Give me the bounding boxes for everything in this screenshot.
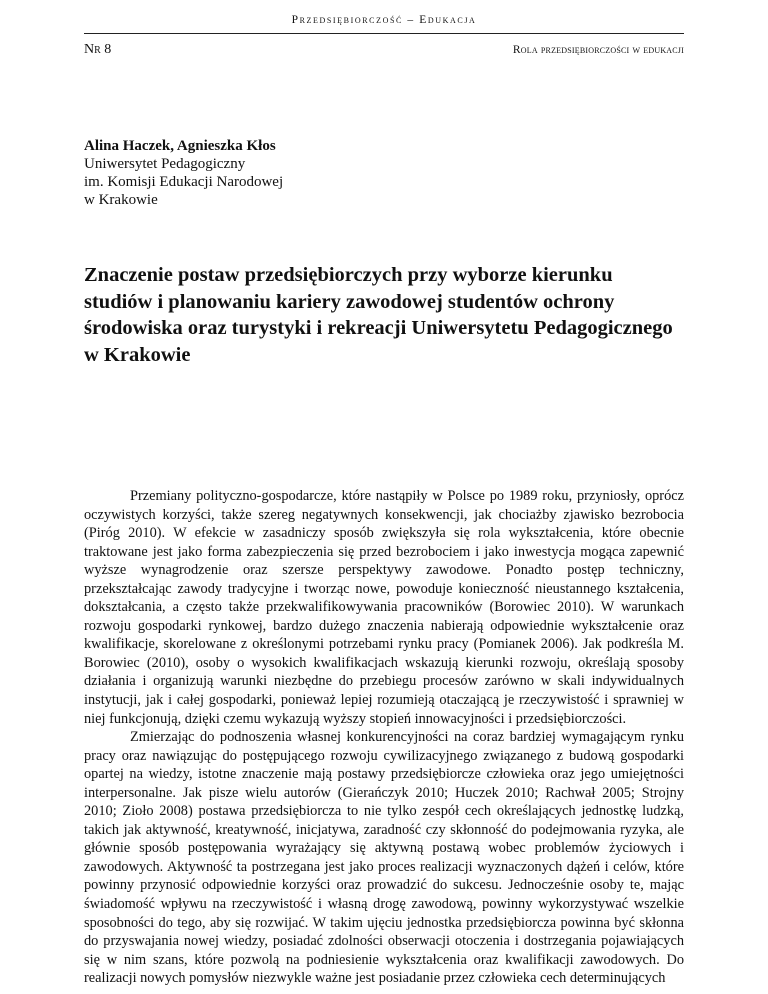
body-paragraph: Przemiany polityczno-gospodarcze, które nastąpiły w Polsce po 1989 roku, przyniosły, oprócz oczywistych korzyści, także szereg negatywnych konsekwencji, jak chociażby zjawisko bezrobocia (Piróg 2010). W efekcie w zasadniczy sposób zwiększyła się rola wykształcenia, które obecnie traktowane jest jako forma zabezpieczenia się przed bezrobociem i jako inwestycja mogąca zapewnić wyższe wynagrodzenie oraz szersze perspektywy zawodowe. Ponadto postęp techniczny, przekształcając zawody tradycyjne i tworząc nowe, powoduje konieczność nieustannego kształcenia, dokształcania, a często także przekwalifikowywania pracowników (Borowiec 2010). W warunkach rozwoju gospodarki rynkowej, bardzo dużego znaczenia nabierają odpowiednie wykształcenie oraz kwalifikacje, skorelowane z określonymi potrzebami rynku pracy (Pomianek 2006). Jak podkreśla M. Borowiec (2010), osoby o wysokich kwalifikacjach wskazują kierunki rozwoju, określają sposoby działania i organizują warunki niezbędne do przebiegu procesów zarówno w skali indywidualnych instytucji, jak i całej gospodarki, ponieważ lepiej rozumieją otaczającą je rzeczywistość i sprawniej w niej funkcjonują, dzięki czemu wykazują wyższy stopień innowacyjności i przedsiębiorczości. — [84, 488, 684, 727]
authors: Alina Haczek, Agnieszka Kłos — [84, 138, 276, 154]
article-title: Znaczenie postaw przedsiębiorczych przy wyborze kierunku studiów i planowaniu kariery zawodowej studentów ochrony środowiska oraz turystyki i rekreacji Uniwersytetu Pedagogicznego w Krakowie — [84, 264, 673, 366]
issue-number: Nr 8 — [84, 42, 112, 57]
affiliation-line: im. Komisji Edukacji Narodowej — [84, 174, 284, 190]
section-title: Rola przedsiębiorczości w edukacji — [512, 44, 684, 56]
article-body — [84, 487, 684, 988]
running-head: Przedsiębiorczość – Edukacja — [291, 14, 477, 26]
affiliation-line: Uniwersytet Pedagogiczny — [84, 156, 246, 172]
affiliation-line: w Krakowie — [84, 192, 158, 208]
header-rule — [84, 33, 684, 34]
body-paragraph: Zmierzając do podnoszenia własnej konkurencyjności na coraz bardziej wymagającym rynku pracy oraz nawiązując do postępującego rozwoju cywilizacyjnego związanego z budową gospodarki opartej na wiedzy, istotne znaczenie mają postawy przedsiębiorcze człowieka oraz jego umiejętności interpersonalne. Jak pisze wielu autorów (Gierańczyk 2010; Huczek 2010; Rachwał 2005; Strojny 2010; Zioło 2008) postawa przedsiębiorcza to nie tylko zespół cech określających jednostkę ludzką, takich jak aktywność, kreatywność, inicjatywa, zaradność czy skłonność do podejmowania ryzyka, ale głównie sposób postępowania wyrażający się aktywną postawą wobec problemów życiowych i zawodowych. Aktywność ta postrzegana jest jako proces realizacji wyznaczonych dążeń i celów, które powinny przynosić odpowiednie korzyści oraz prowadzić do sukcesu. Jednocześnie osoby te, mając świadomość wpływu na rzeczywistość i własną drogę zawodową, powinny wykorzystywać wszelkie sposobności do tego, aby się rozwijać. W takim ujęciu jednostka przedsiębiorcza powinna być skłonna do przyswajania nowej wiedzy, posiadać zdolności obserwacji otoczenia i dostrzegania pojawiających się w nim szans, które pozwolą na podniesienie wykształcenia oraz kwalifikacji zawodowych. Do realizacji nowych pomysłów niezwykle ważne jest posiadanie przez człowieka cech determinujących — [84, 729, 684, 987]
